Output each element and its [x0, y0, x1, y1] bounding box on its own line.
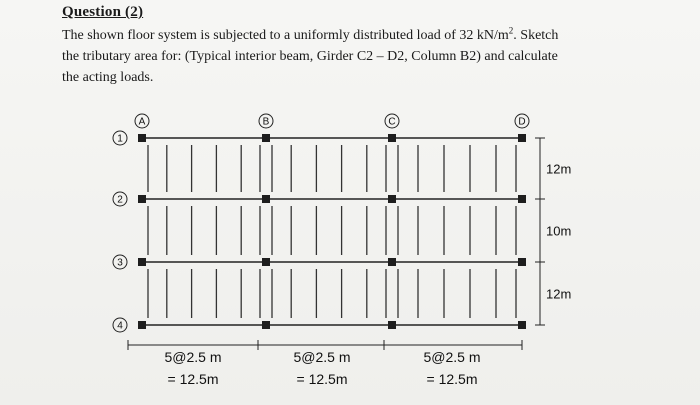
column-D3	[518, 258, 526, 266]
question-line-1-end: . Sketch	[513, 28, 559, 43]
column-D2	[518, 195, 526, 203]
column-B4	[262, 321, 270, 329]
grid-label-A: A	[138, 116, 146, 128]
column-C2	[388, 195, 396, 203]
bay-height-label: 10m	[546, 223, 572, 239]
dimension-lines-group	[128, 138, 545, 350]
span-label-line1: 5@2.5 m	[164, 349, 222, 365]
grid-label-row-2: 2	[117, 194, 123, 206]
span-label-line2: = 12.5m	[426, 371, 478, 387]
column-D1	[518, 134, 526, 142]
grid-label-row-3: 3	[117, 257, 123, 269]
grid-label-row-4: 4	[117, 320, 123, 332]
question-line-2: the tributary area for: (Typical interior beam, Girder C2 – D2, Column B2) and calculate	[62, 49, 558, 64]
column-A2	[138, 195, 146, 203]
question-line-3: the acting loads.	[62, 70, 154, 85]
beams-group	[148, 145, 516, 318]
column-A1	[138, 134, 146, 142]
span-label-line1: 5@2.5 m	[423, 349, 481, 365]
column-A4	[138, 321, 146, 329]
column-B3	[262, 258, 270, 266]
column-C4	[388, 321, 396, 329]
span-label-line2: = 12.5m	[167, 371, 219, 387]
columns-group	[138, 134, 526, 329]
span-label-line1: 5@2.5 m	[293, 349, 351, 365]
bay-height-label: 12m	[546, 286, 572, 302]
column-B2	[262, 195, 270, 203]
column-C3	[388, 258, 396, 266]
grid-label-B: B	[262, 116, 270, 128]
grid-label-row-1: 1	[117, 133, 123, 145]
bay-height-label: 12m	[546, 161, 572, 177]
grid-label-C: C	[388, 116, 396, 128]
column-A3	[138, 258, 146, 266]
question-title: Question (2)	[62, 4, 144, 20]
column-B1	[262, 134, 270, 142]
girders-group	[142, 138, 522, 325]
span-label-line2: = 12.5m	[296, 371, 348, 387]
column-C1	[388, 134, 396, 142]
column-D4	[518, 321, 526, 329]
question-line-1-main: The shown floor system is subjected to a uniformly distributed load of 32 kN/m	[62, 28, 509, 43]
grid-label-D: D	[518, 116, 526, 128]
unit-superscript: 2	[508, 25, 514, 36]
